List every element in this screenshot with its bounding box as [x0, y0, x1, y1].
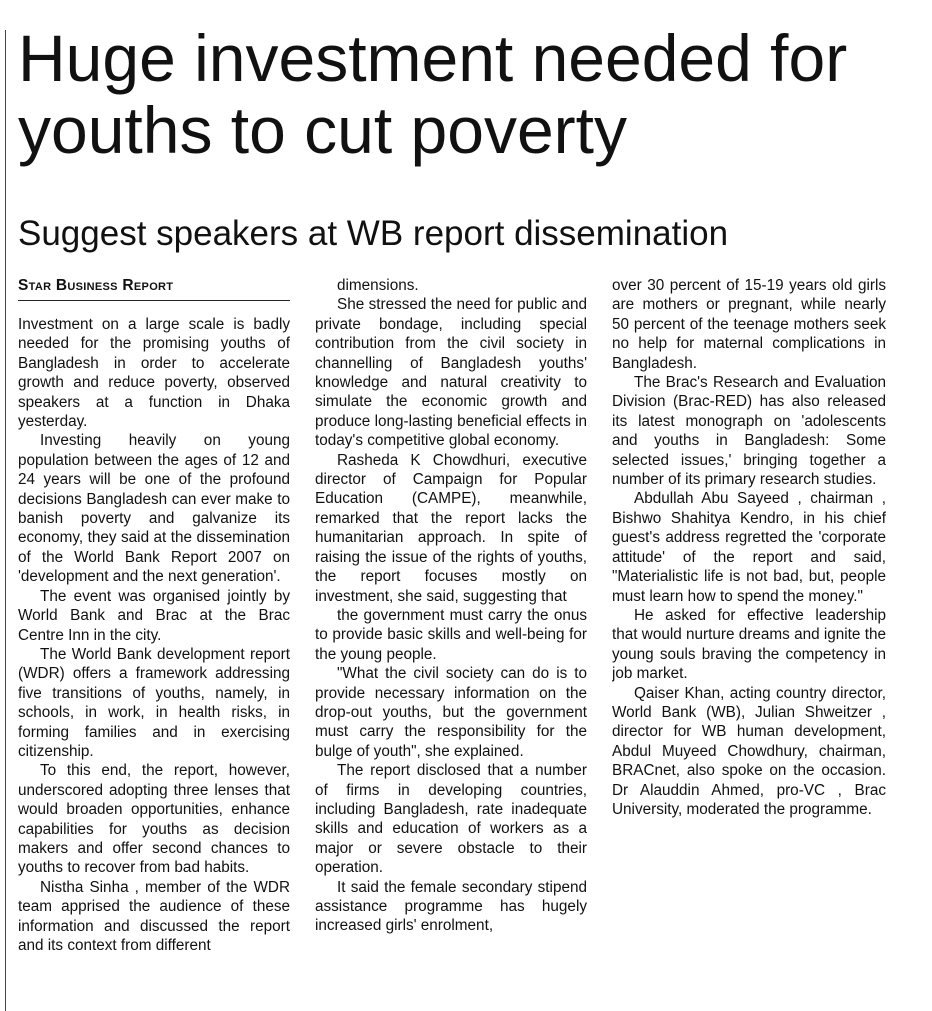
byline: Star Business Report — [18, 276, 290, 301]
paragraph: Investing heavily on young population between the ages of 12 and 24 years will be one of the profound decisions Bangladesh can ever make to banish poverty and galvanize its economy, they said at the dissemination of the World Bank Report 2007 on 'development and the next generation'. — [18, 432, 290, 586]
paragraph: dimensions. — [337, 277, 419, 294]
paragraph: The World Bank development report (WDR) offers a framework addressing five transitions of youths, namely, in schools, in work, in health risks, in forming families and in exercising citizenship. — [18, 645, 290, 760]
paragraph: The event was organised jointly by World Bank and Brac at the Brac Centre Inn in the city. — [18, 587, 290, 644]
paragraph: The report disclosed that a number of firms in developing countries, including Bangladesh, rate inadequate skills and education of workers as a major or severe obstacle to their operation. — [315, 762, 587, 877]
left-column-rule — [5, 30, 6, 1011]
paragraph: It said the female secondary stipend assistance programme has hugely increased girls' enrolment, — [315, 878, 587, 935]
paragraph: "What the civil society can do is to provide necessary information on the drop-out youths, but the government must carry the responsibility for the bulge of youth", she explained. — [315, 665, 587, 760]
paragraph: over 30 percent of 15-19 years old girls are mothers or pregnant, while nearly 50 percent of the teenage mothers seek no help for maternal complications in Bangladesh. — [612, 277, 886, 372]
paragraph: To this end, the report, however, underscored adopting three lenses that would broaden opportunities, enhance capabilities for youths as decision makers and offer second chances to youths to recover from bad habits. — [18, 762, 290, 877]
paragraph: the government must carry the onus to provide basic skills and well-being for the young people. — [315, 606, 587, 663]
article-column-2 — [315, 276, 587, 1004]
paragraph: Nistha Sinha , member of the WDR team apprised the audience of these information and discussed the report and its context from different — [18, 878, 290, 954]
headline: Huge investment needed for youths to cut poverty — [18, 21, 848, 167]
paragraph: Qaiser Khan, acting country director, World Bank (WB), Julian Shweitzer , director for WB human development, Abdul Muyeed Chowdhury, chairman, BRACnet, also spoke on the occasion. Dr Alauddin Ahmed, pro-VC , Brac University, moderated the programme. — [612, 684, 886, 818]
paragraph: She stressed the need for public and private bondage, including special contribution from the civil society in channelling of Bangladesh youths' knowledge and natural creativity to simulate the economic growth and produce long-lasting beneficial effects in today's competitive global economy. — [315, 296, 587, 450]
paragraph: Investment on a large scale is badly needed for the promising youths of Bangladesh in order to accelerate growth and reduce poverty, observed speakers at a function in Dhaka yesterday. — [18, 316, 290, 431]
paragraph: He asked for effective leadership that would nurture dreams and ignite the young souls braving the competency in job market. — [612, 606, 886, 683]
paragraph: Rasheda K Chowdhuri, executive director of Campaign for Popular Education (CAMPE), meanwhile, remarked that the report lacks the humanitarian approach. In spite of raising the issue of the rights of youths, the report focuses mostly on investment, she said, suggesting that — [315, 451, 587, 605]
paragraph: The Brac's Research and Evaluation Division (Brac-RED) has also released its latest monograph on 'adolescents and youths in Bangladesh: Some selected issues,' bringing together a number of its primary research studies. — [612, 374, 886, 489]
subheadline: Suggest speakers at WB report dissemination — [18, 214, 729, 253]
article-column-3 — [612, 276, 886, 1004]
article-column-1 — [18, 276, 290, 1004]
paragraph: Abdullah Abu Sayeed , chairman , Bishwo Shahitya Kendro, in his chief guest's address regretted the 'corporate attitude' of the report and said, "Materialistic life is not bad, but, people must learn how to spend the money." — [612, 490, 886, 605]
